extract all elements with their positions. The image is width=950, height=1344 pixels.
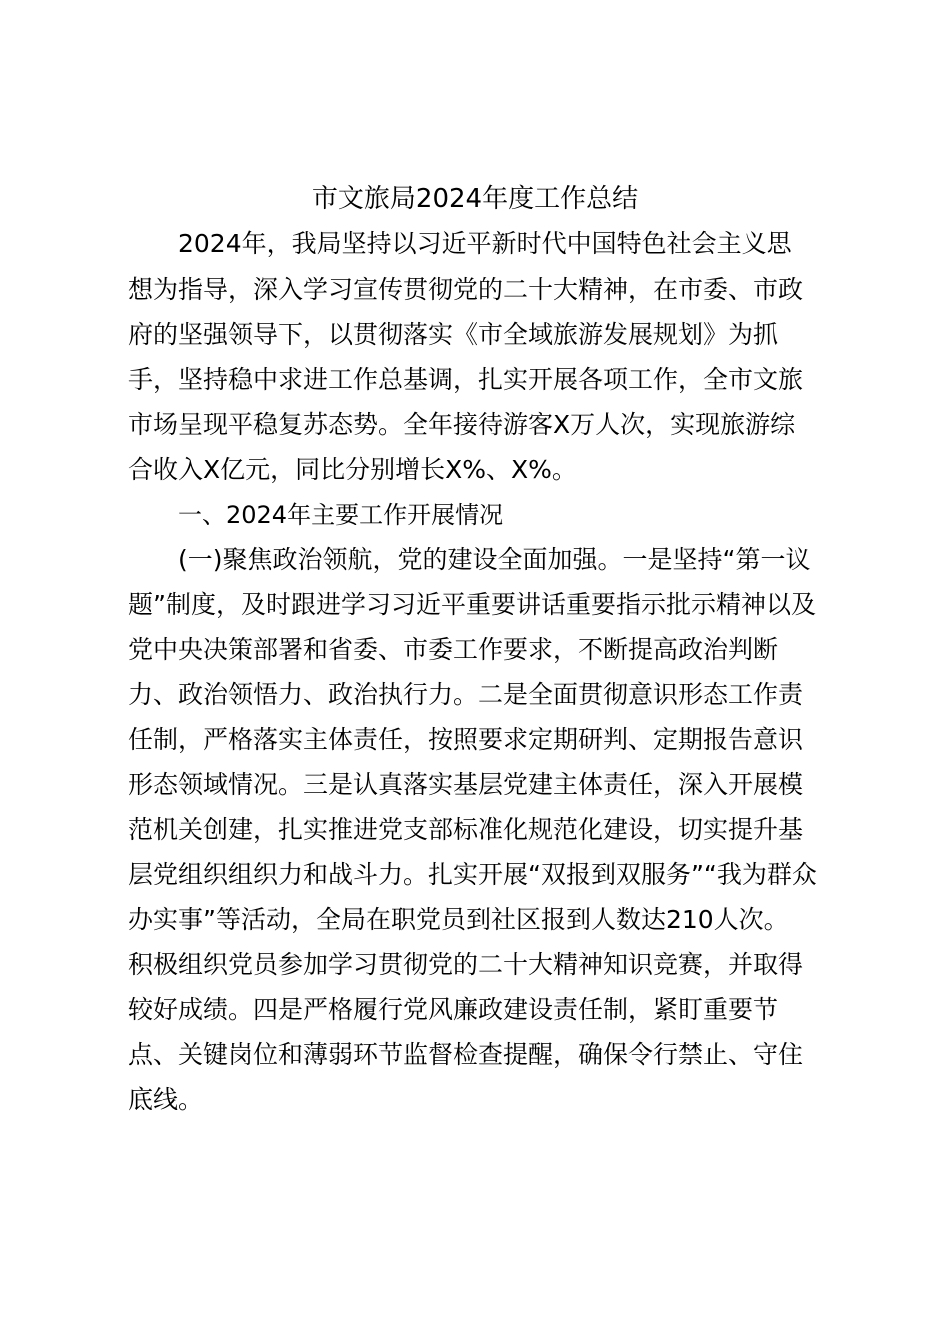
paragraph-line: 党中央决策部署和省委、市委工作要求，不断提高政治判断 <box>128 635 779 664</box>
paragraph-line: 府的坚强领导下，以贯彻落实《市全域旅游发展规划》为抓 <box>128 320 779 349</box>
paragraph-line: 形态领域情况。三是认真落实基层党建主体责任，深入开展模 <box>128 770 804 799</box>
paragraph-line: 积极组织党员参加学习贯彻党的二十大精神知识竞赛，并取得 <box>128 950 804 979</box>
paragraph-line: (一)聚焦政治领航，党的建设全面加强。一是坚持“第一议 <box>178 545 811 574</box>
paragraph-line: 力、政治领悟力、政治执行力。二是全面贯彻意识形态工作责 <box>128 680 804 709</box>
paragraph-line: 手，坚持稳中求进工作总基调，扎实开展各项工作，全市文旅 <box>128 365 804 394</box>
paragraph-line: 范机关创建，扎实推进党支部标准化规范化建设，切实提升基 <box>128 815 804 844</box>
paragraph-line: 底线。 <box>128 1085 204 1114</box>
paragraph-line: 题”制度，及时跟进学习习近平重要讲话重要指示批示精神以及 <box>128 590 816 619</box>
paragraph-line: 市场呈现平稳复苏态势。全年接待游客X万人次，实现旅游综 <box>128 410 796 439</box>
paragraph-line: 点、关键岗位和薄弱环节监督检查提醒，确保令行禁止、守住 <box>128 1040 804 1069</box>
paragraph-line: 2024年，我局坚持以习近平新时代中国特色社会主义思 <box>178 229 792 258</box>
paragraph-line: 办实事”等活动，全局在职党员到社区报到人数达210人次。 <box>128 905 789 934</box>
paragraph-line: 任制，严格落实主体责任，按照要求定期研判、定期报告意识 <box>128 725 804 754</box>
section-heading: 一、2024年主要工作开展情况 <box>178 501 504 529</box>
paragraph-line: 合收入X亿元，同比分别增长X%、X%。 <box>128 455 577 484</box>
document-title: 市文旅局2024年度工作总结 <box>311 184 639 214</box>
paragraph-line: 层党组织组织力和战斗力。扎实开展“双报到双服务”“我为群众 <box>128 860 817 889</box>
paragraph-line: 较好成绩。四是严格履行党风廉政建设责任制，紧盯重要节 <box>128 995 779 1024</box>
paragraph-line: 想为指导，深入学习宣传贯彻党的二十大精神，在市委、市政 <box>128 275 804 304</box>
